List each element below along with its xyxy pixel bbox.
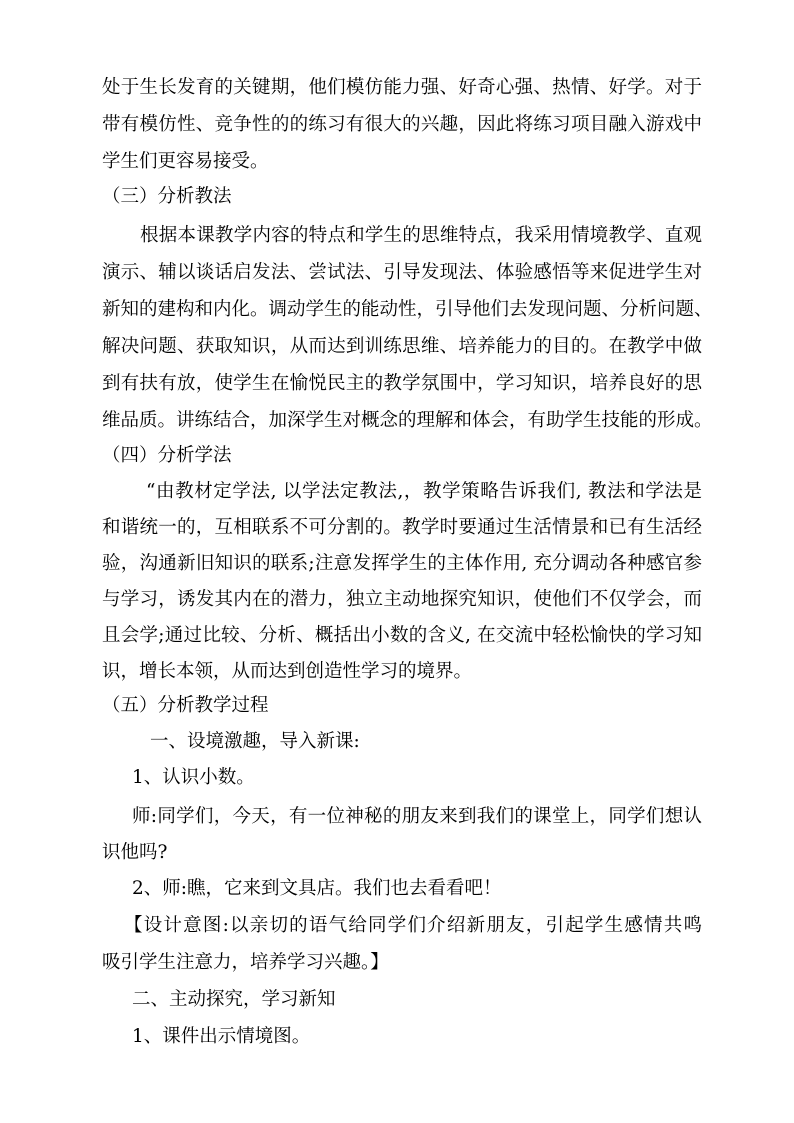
body-text-line: 识，增长本领，从而达到创造性学习的境界。	[102, 661, 473, 682]
section-heading-3: （三）分析教法	[102, 186, 232, 207]
section-heading-5: （五）分析教学过程	[102, 695, 269, 716]
body-text-line: 到有扶有放，使学生在愉悦民主的教学氛围中，学习知识，培养良好的思	[102, 373, 702, 394]
body-text-line: 维品质。讲练结合，加深学生对概念的理解和体会，有助学生技能的形成。	[102, 410, 713, 431]
section-heading-4: （四）分析学法	[102, 445, 232, 466]
design-intent-line: 吸引学生注意力，培养学习兴趣。】	[102, 952, 389, 973]
list-item-3: 1、课件出示情境图。	[132, 1026, 311, 1047]
body-text-line: 师:同学们，今天，有一位神秘的朋友来到我们的课堂上，同学们想认	[132, 806, 702, 827]
body-text-line: 且会学;通过比较、分析、概括出小数的含义, 在交流中轻松愉快的学习知	[102, 625, 702, 646]
step-heading-1: 一、设境激趣，导入新课:	[150, 731, 360, 752]
body-text-line: 带有模仿性、竞争性的的练习有很大的兴趣，因此将练习项目融入游戏中	[102, 114, 702, 135]
body-text-line: 学生们更容易接受。	[102, 151, 269, 172]
body-text-line: 根据本课教学内容的特点和学生的思维特点，我采用情境教学、直观	[140, 225, 702, 246]
body-text-line: 新知的建构和内化。调动学生的能动性，引导他们去发现问题、分析问题、	[102, 299, 713, 320]
body-text-line: 和谐统一的，互相联系不可分割的。教学时要通过生活情景和已有生活经	[102, 517, 702, 538]
body-text-line: 与学习，诱发其内在的潜力，独立主动地探究知识，使他们不仅学会，而	[102, 589, 702, 610]
body-text-line: 验，沟通新旧知识的联系;注意发挥学生的主体作用, 充分调动各种感官参	[102, 553, 702, 574]
body-text-line: 演示、辅以谈话启发法、尝试法、引导发现法、体验感悟等来促进学生对	[102, 262, 702, 283]
body-text-line: 解决问题、获取知识，从而达到训练思维、培养能力的目的。在教学中做	[102, 336, 702, 357]
list-item-1: 1、认识小数。	[132, 767, 255, 788]
body-text-line: 处于生长发育的关键期，他们模仿能力强、好奇心强、热情、好学。对于	[102, 77, 702, 98]
list-item-2: 2、师:瞧，它来到文具店。我们也去看看吧！	[132, 878, 502, 899]
design-intent-line: 【设计意图:以亲切的语气给同学们介绍新朋友，引起学生感情共鸣	[124, 915, 702, 936]
body-text-line: 识他吗?	[102, 842, 168, 863]
body-text-line: “由教材定学法, 以学法定教法,，教学策略告诉我们, 教法和学法是	[146, 481, 702, 502]
step-heading-2: 二、主动探究，学习新知	[132, 989, 336, 1010]
